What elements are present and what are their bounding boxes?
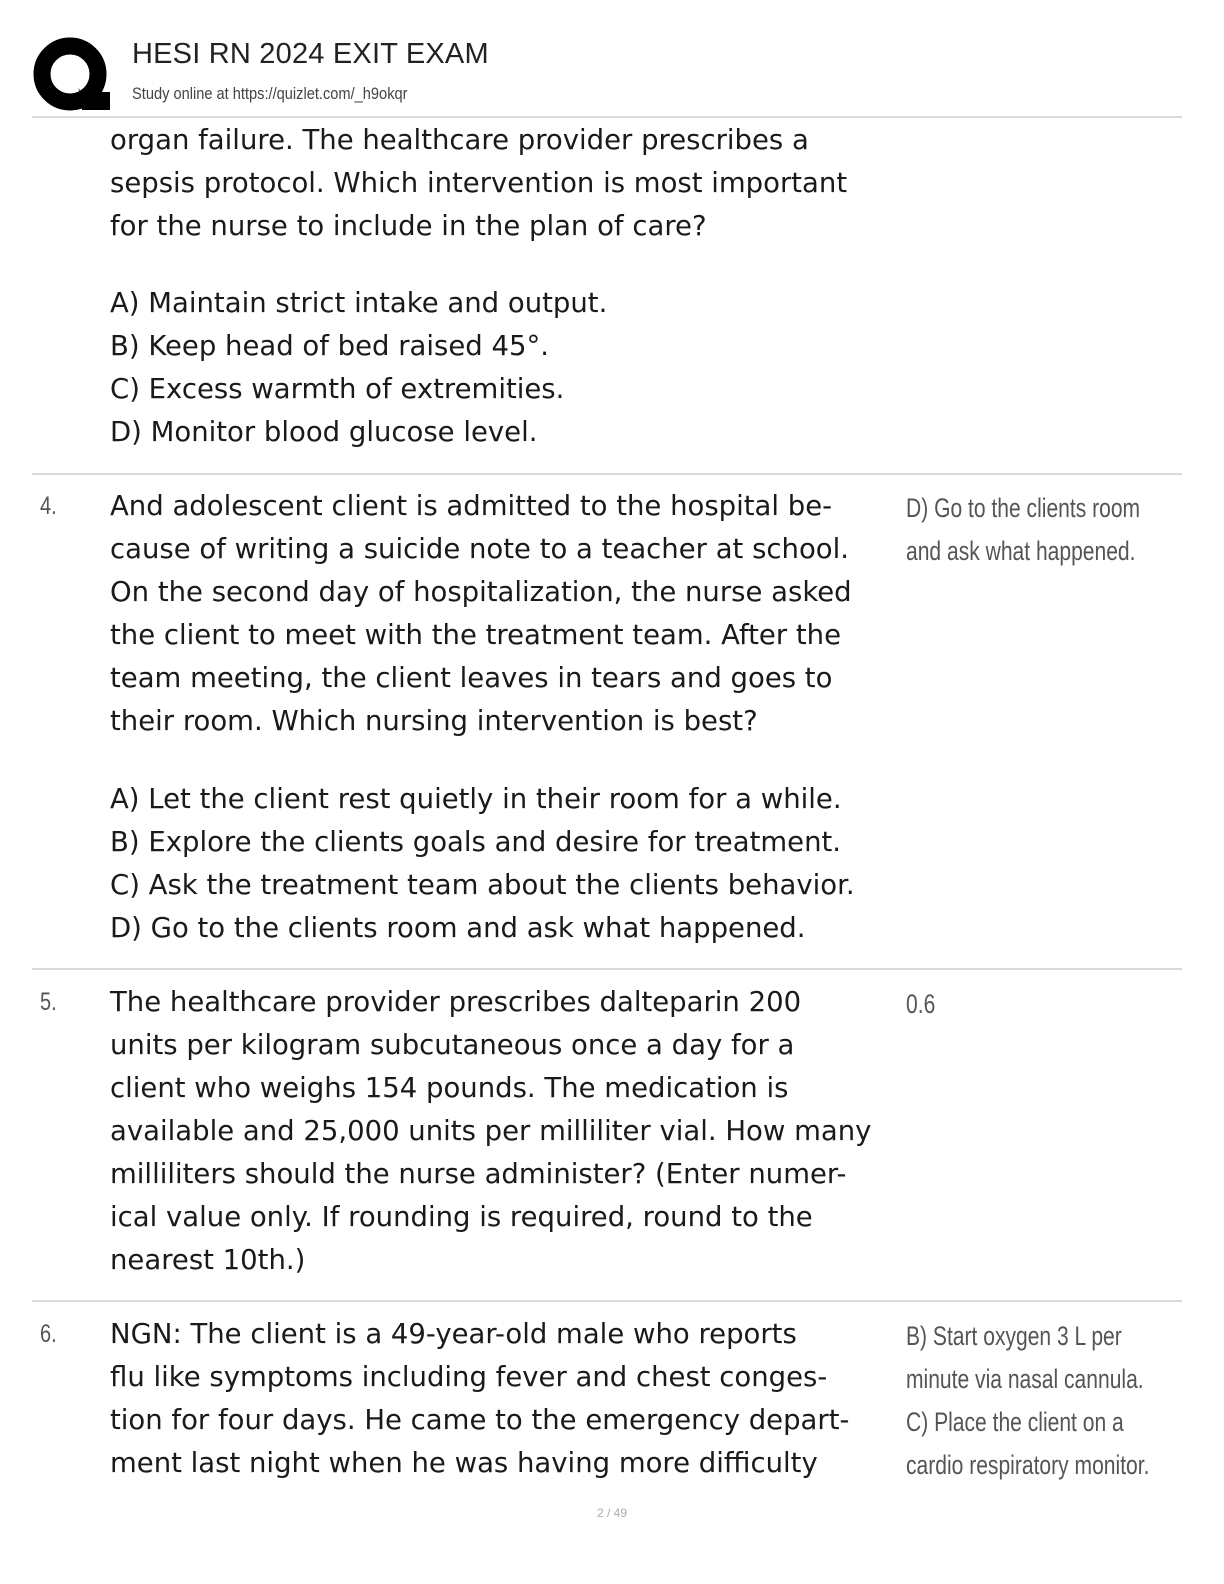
continued-options (110, 282, 910, 454)
question-options (110, 778, 910, 950)
question-number: 6. (40, 1320, 57, 1348)
page-title: HESI RN 2024 EXIT EXAM (132, 38, 489, 70)
answer-text: B) Start oxygen 3 L per minute via nasal cannula. C) Place the client on a cardio respiratory monitor. (906, 1321, 1150, 1480)
option-c: C) Ask the treatment team about the clients behavior. (110, 869, 855, 901)
question-number: 4. (40, 492, 57, 520)
divider (32, 1300, 1182, 1302)
question-text: The healthcare provider prescribes dalteparin 200 units per kilogram subcutaneous once a day for a client who weighs 154 pounds. The medication is available and 25,000 units per milliliter vial. How many milliliters should the nurse administer? (Enter numer- ical value only. If rounding is required, round to the nearest 10th.) (110, 986, 872, 1276)
question-text: NGN: The client is a 49-year-old male who reports flu like symptoms including fever and chest conges- tion for four days. He came to the emergency depart- ment last night when he was having more difficulty (110, 1318, 850, 1479)
option-d: D) Monitor blood glucose level. (110, 416, 538, 448)
quizlet-logo-icon (32, 36, 112, 116)
header-divider (32, 116, 1182, 118)
divider (32, 473, 1182, 475)
continued-question-text: organ failure. The healthcare provider prescribes a sepsis protocol. Which intervention is most important for the nurse to include in the plan of care? (110, 124, 848, 242)
option-d: D) Go to the clients room and ask what happened. (110, 912, 806, 944)
option-a: A) Let the client rest quietly in their room for a while. (110, 783, 842, 815)
option-b: B) Keep head of bed raised 45°. (110, 330, 549, 362)
divider (32, 968, 1182, 970)
question-text: And adolescent client is admitted to the hospital be- cause of writing a suicide note to a teacher at school. On the second day of hospitalization, the nurse asked the client to meet with the treatment team. After the team meeting, the client leaves in tears and goes to their room. Which nursing intervention is best? (110, 490, 852, 737)
study-link[interactable]: Study online at https://quizlet.com/_h9okqr (132, 84, 408, 103)
option-a: A) Maintain strict intake and output. (110, 287, 608, 319)
option-b: B) Explore the clients goals and desire for treatment. (110, 826, 842, 858)
question-number: 5. (40, 988, 57, 1016)
option-c: C) Excess warmth of extremities. (110, 373, 565, 405)
answer-text: D) Go to the clients room and ask what happened. (906, 493, 1141, 566)
page-number: 2 / 49 (596, 1506, 628, 1520)
answer-text: 0.6 (906, 989, 936, 1019)
